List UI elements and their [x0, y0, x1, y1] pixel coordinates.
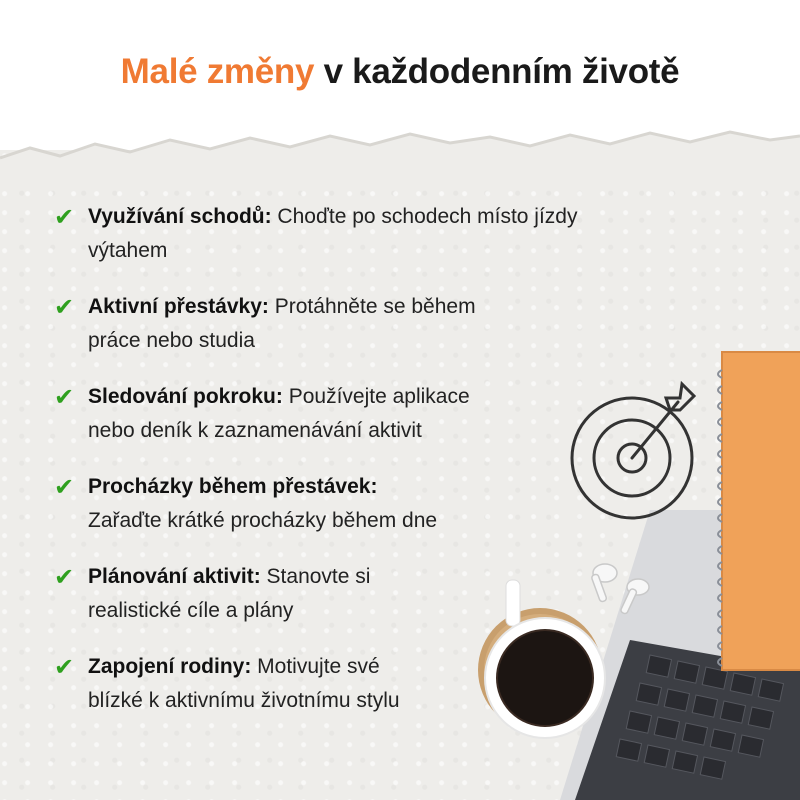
item-text-line2: nebo deník k zaznamenávání aktivit [88, 419, 422, 442]
item-text: Stanovte si [260, 565, 371, 588]
item-text-line2: realistické cíle a plány [88, 599, 294, 622]
title-rest: v každodenním životě [314, 52, 680, 91]
notebook [718, 352, 800, 670]
item-heading: Aktivní přestávky: [88, 295, 269, 318]
list-item [54, 200, 674, 268]
check-icon: ✔ [54, 294, 75, 321]
item-text-line2: Zařaďte krátké procházky během dne [88, 509, 438, 532]
check-icon: ✔ [54, 204, 75, 231]
item-text-line2: práce nebo studia [88, 329, 255, 352]
item-text: Motivujte své [251, 655, 380, 678]
item-text-line2: blízké k aktivnímu životnímu stylu [88, 689, 400, 712]
item-heading: Procházky během přestávek: [88, 475, 378, 498]
item-text: Používejte aplikace [282, 385, 470, 408]
item-heading: Využívání schodů: [88, 205, 272, 228]
check-icon: ✔ [54, 564, 75, 591]
target-icon [572, 384, 694, 518]
page-title [0, 52, 800, 92]
torn-paper-edge [0, 118, 800, 188]
coffee-cup [478, 580, 605, 738]
title-accent: Malé změny [120, 52, 315, 91]
item-text: Protáhněte se během [268, 295, 476, 318]
check-icon: ✔ [54, 654, 75, 681]
check-icon: ✔ [54, 384, 75, 411]
item-heading: Plánování aktivit: [88, 565, 261, 588]
item-heading: Sledování pokroku: [88, 385, 283, 408]
item-text-line2: výtahem [88, 239, 168, 262]
desk-illustration [460, 340, 800, 800]
item-heading: Zapojení rodiny: [88, 655, 252, 678]
check-icon: ✔ [54, 474, 75, 501]
item-text: Choďte po schodech místo jízdy [271, 205, 578, 228]
